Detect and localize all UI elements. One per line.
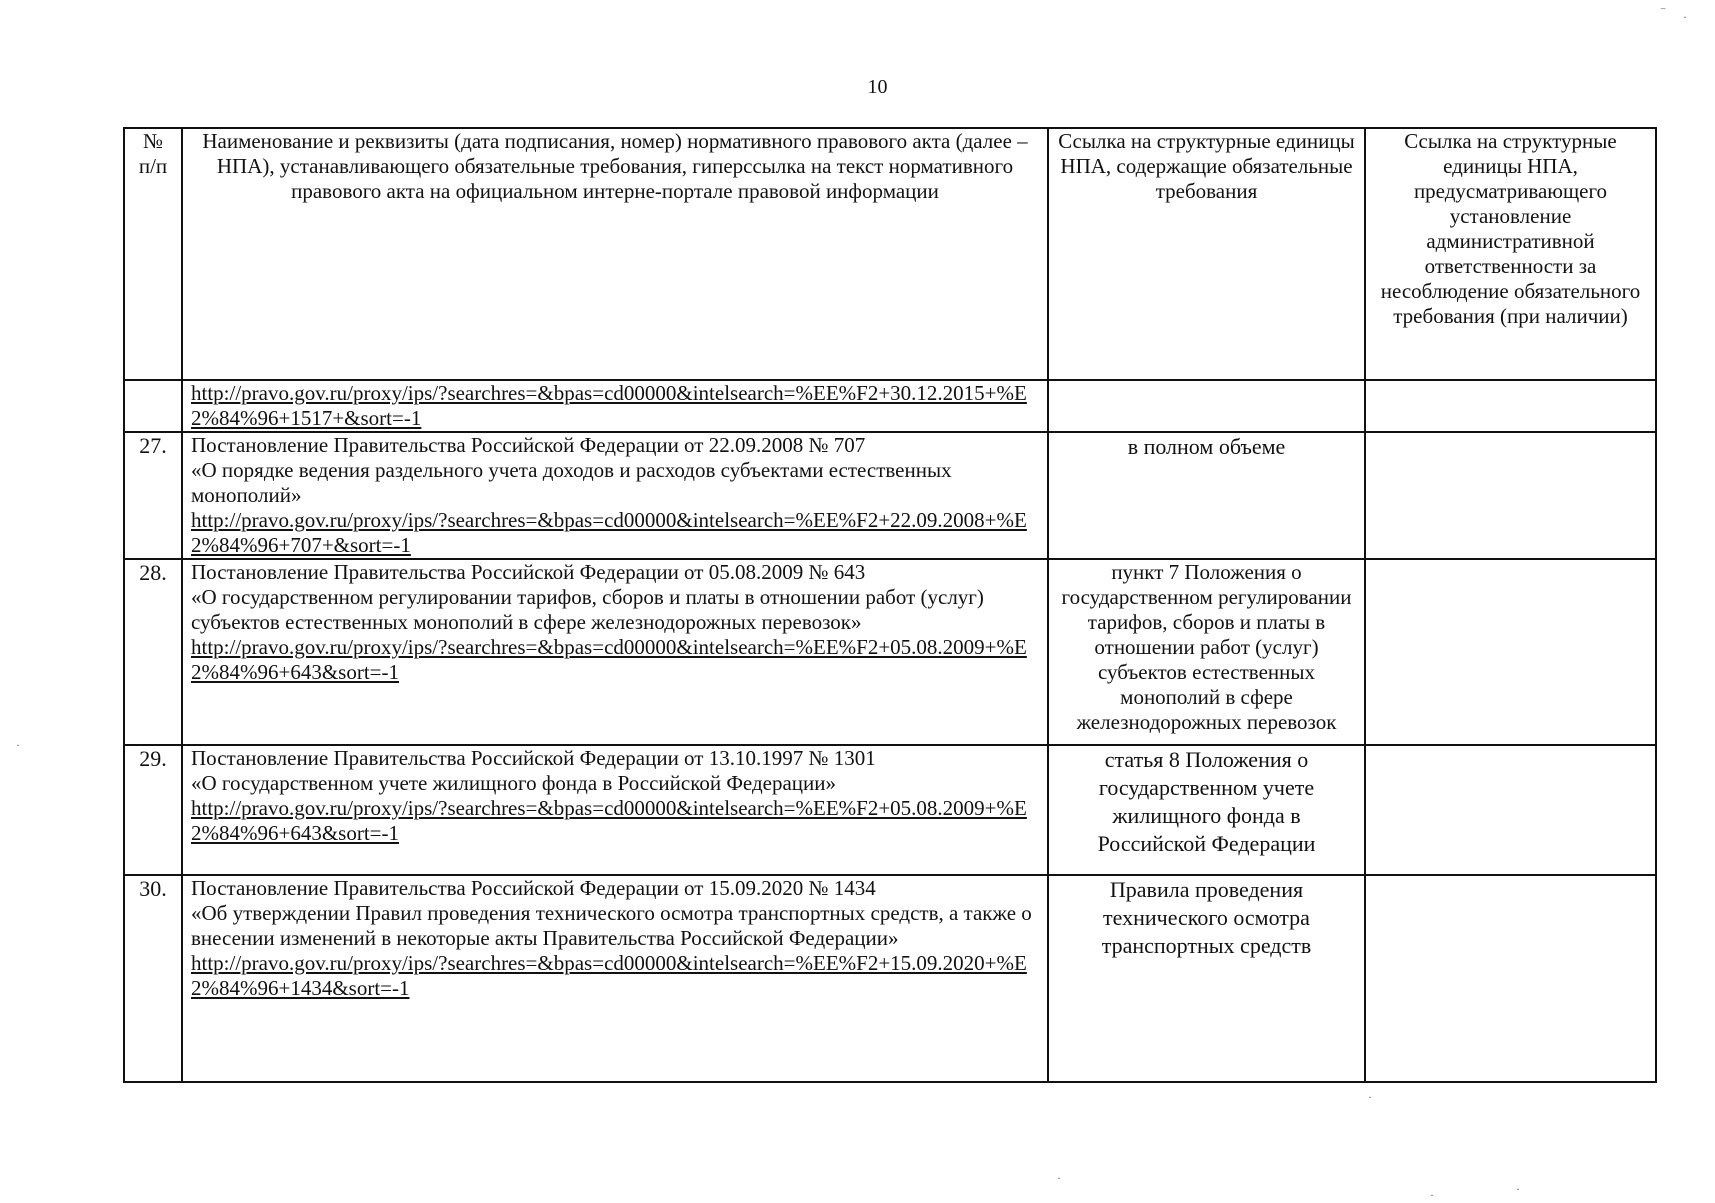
table-row-continuation (124, 380, 1656, 432)
cell-liability (1365, 745, 1656, 875)
act-subject: «О государственном учете жилищного фонда в Российской Федерации» (191, 771, 837, 795)
table-row (124, 432, 1656, 559)
page-number: 10 (867, 76, 888, 98)
cell-num: 30. (124, 875, 182, 1082)
cell-num: 29. (124, 745, 182, 875)
cell-requirements: Правила проведения технического осмотра транспортных средств (1048, 875, 1365, 1082)
cell-name (182, 432, 1048, 559)
header-liability: Ссылка на структурные единицы НПА, предусматривающего установление административной ответственности за несоблюдение обязательного требования (при наличии) (1365, 128, 1656, 380)
act-subject: «О порядке ведения раздельного учета доходов и расходов субъектами естественных монополий» (191, 458, 952, 507)
act-link[interactable]: http://pravo.gov.ru/proxy/ips/?searchres=&bpas=cd00000&intelsearch=%EE%F2+15.09.2020+%E2%84%96+1434&sort=-1 (191, 951, 1027, 1000)
act-title: Постановление Правительства Российской Федерации от 05.08.2009 № 643 (191, 560, 866, 584)
header-requirements: Ссылка на структурные единицы НПА, содержащие обязательные требования (1048, 128, 1365, 380)
npa-table (123, 127, 1657, 1083)
cell-name (182, 380, 1048, 432)
cell-requirements (1048, 380, 1365, 432)
cell-liability (1365, 875, 1656, 1082)
cell-name (182, 745, 1048, 875)
act-link[interactable]: http://pravo.gov.ru/proxy/ips/?searchres=&bpas=cd00000&intelsearch=%EE%F2+05.08.2009+%E2%84%96+643&sort=-1 (191, 635, 1027, 684)
scan-speck: · (1683, 10, 1687, 24)
table-row (124, 745, 1656, 875)
act-title: Постановление Правительства Российской Федерации от 13.10.1997 № 1301 (191, 746, 876, 770)
act-link[interactable]: http://pravo.gov.ru/proxy/ips/?searchres=&bpas=cd00000&intelsearch=%EE%F2+22.09.2008+%E2%84%96+707+&sort=-1 (191, 508, 1027, 557)
header-num: № п/п (124, 128, 182, 380)
cell-name (182, 875, 1048, 1082)
table-header-row (124, 128, 1656, 380)
scan-speck: · (1368, 1090, 1372, 1104)
table-row (124, 559, 1656, 745)
act-title: Постановление Правительства Российской Федерации от 15.09.2020 № 1434 (191, 876, 876, 900)
act-link[interactable]: http://pravo.gov.ru/proxy/ips/?searchres=&bpas=cd00000&intelsearch=%EE%F2+30.12.2015+%E2%84%96+1517+&sort=-1 (191, 381, 1027, 430)
cell-liability (1365, 380, 1656, 432)
act-title: Постановление Правительства Российской Федерации от 22.09.2008 № 707 (191, 433, 866, 457)
cell-num: 28. (124, 559, 182, 745)
table-row (124, 875, 1656, 1082)
cell-liability (1365, 559, 1656, 745)
cell-requirements: статья 8 Положения о государственном учете жилищного фонда в Российской Федерации (1048, 745, 1365, 875)
cell-requirements: пункт 7 Положения о государственном регулировании тарифов, сборов и платы в отношении работ (услуг) субъектов естественных монополий в сфере железнодорожных перевозок (1048, 559, 1365, 745)
scan-speck: · (1057, 1171, 1061, 1185)
cell-liability (1365, 432, 1656, 559)
scan-speck: · (1430, 1188, 1434, 1202)
cell-name (182, 559, 1048, 745)
header-name: Наименование и реквизиты (дата подписания, номер) нормативного правового акта (далее – НПА), устанавливающего обязательные требования, гиперссылка на текст нормативного правового акта на официальном интерне-портале правовой информации (182, 128, 1048, 380)
scan-speck: ⁻ (1660, 4, 1667, 18)
scan-speck: · (16, 738, 20, 752)
act-link[interactable]: http://pravo.gov.ru/proxy/ips/?searchres=&bpas=cd00000&intelsearch=%EE%F2+05.08.2009+%E2%84%96+643&sort=-1 (191, 796, 1027, 845)
cell-num: 27. (124, 432, 182, 559)
cell-requirements: в полном объеме (1048, 432, 1365, 559)
cell-num (124, 380, 182, 432)
act-subject: «О государственном регулировании тарифов, сборов и платы в отношении работ (услуг) субъектов естественных монополий в сфере железнодорожных перевозок» (191, 585, 984, 634)
act-subject: «Об утверждении Правил проведения технического осмотра транспортных средств, а также о внесении изменений в некоторые акты Правительства Российской Федерации» (191, 901, 1032, 950)
scan-speck: · (1516, 1182, 1520, 1196)
